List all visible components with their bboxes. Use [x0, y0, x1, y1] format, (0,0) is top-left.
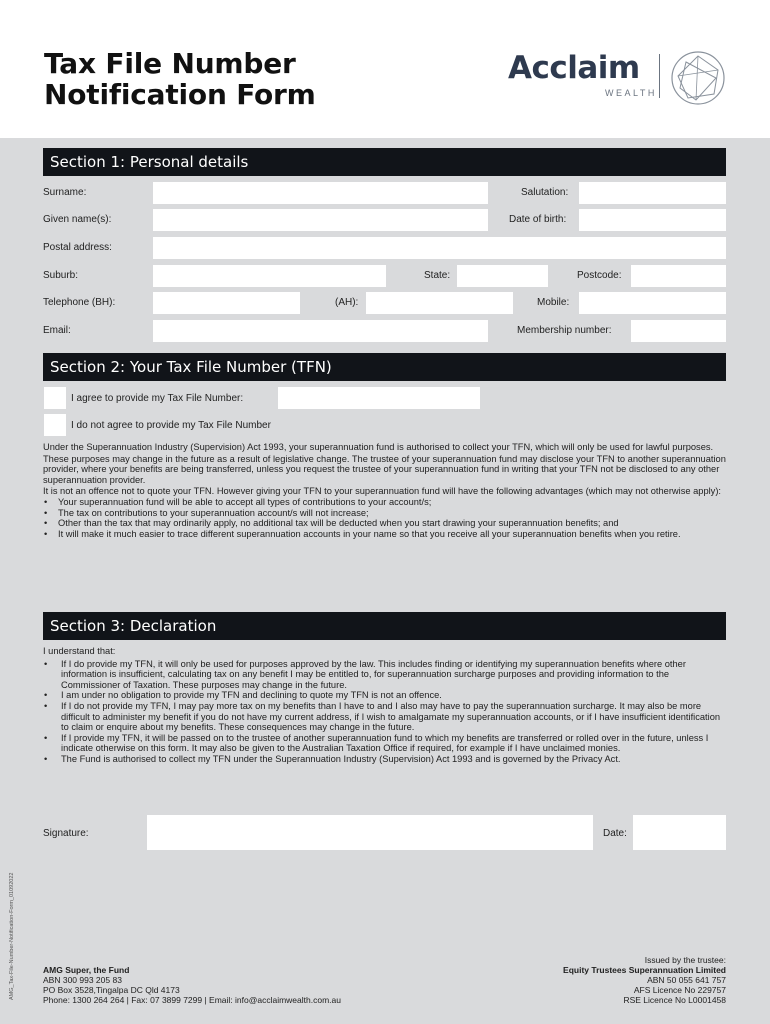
footer-trustee-details	[563, 955, 726, 1005]
agree-tfn-label: I agree to provide my Tax File Number:	[71, 393, 244, 404]
telephone-bh-field[interactable]	[153, 292, 300, 314]
surname-label: Surname:	[43, 187, 87, 198]
logo-subtext: WEALTH	[605, 88, 657, 98]
telephone-bh-label: Telephone (BH):	[43, 297, 116, 308]
postcode-field[interactable]	[631, 265, 726, 287]
declaration-intro: I understand that:	[43, 646, 116, 656]
fund-name: AMG Super, the Fund	[43, 965, 130, 975]
mobile-field[interactable]	[579, 292, 726, 314]
tfn-paragraph-1: Under the Superannuation Industry (Supervision) Act 1993, your superannuation fund is authorised to collect your TFN, which will only be used for lawful purposes.	[43, 442, 714, 452]
section-2-heading: Section 2: Your Tax File Number (TFN)	[43, 353, 726, 381]
given-names-label: Given name(s):	[43, 214, 112, 225]
trustee-abn: ABN 50 055 641 757	[647, 975, 726, 985]
postal-address-label: Postal address:	[43, 242, 112, 253]
suburb-label: Suburb:	[43, 270, 79, 281]
date-field[interactable]	[633, 815, 726, 850]
section-2-text	[43, 442, 728, 539]
trustee-issued-by: Issued by the trustee:	[644, 955, 726, 965]
declaration-item: • The Fund is authorised to collect my TFN under the Superannuation Industry (Supervision) Act 1993 and is governed by the Privacy Act.	[43, 754, 728, 765]
given-names-field[interactable]	[153, 209, 488, 231]
telephone-ah-field[interactable]	[366, 292, 513, 314]
membership-number-field[interactable]	[631, 320, 726, 342]
agree-tfn-checkbox[interactable]	[44, 387, 66, 409]
dob-label: Date of birth:	[509, 214, 567, 225]
title-line-2: Notification Form	[44, 78, 316, 111]
disagree-tfn-label: I do not agree to provide my Tax File Number	[71, 420, 271, 431]
state-field[interactable]	[457, 265, 548, 287]
advantage-item: • It will make it much easier to trace different superannuation accounts in your name so that you receive all your superannuation benefits when you retire.	[43, 529, 728, 540]
trustee-name: Equity Trustees Superannuation Limited	[563, 965, 726, 975]
salutation-label: Salutation:	[521, 187, 569, 198]
date-label: Date:	[603, 828, 627, 839]
title-line-1: Tax File Number	[44, 47, 296, 80]
postcode-label: Postcode:	[577, 270, 622, 281]
logo-divider	[659, 54, 660, 98]
email-label: Email:	[43, 325, 71, 336]
signature-label: Signature:	[43, 828, 89, 839]
salutation-field[interactable]	[579, 182, 726, 204]
telephone-ah-label: (AH):	[335, 297, 359, 308]
declaration-item: • If I do not provide my TFN, I may pay more tax on my benefits than I have to and I also may have to pay the superannuation surcharge. It may also be more difficult to administer my benefit if you do not have my current address, if I wish to amalgamate my superannuation accounts, or if I have insufficient identification to claim or enquire about my benefits. These consequences may change in the future.	[43, 701, 728, 733]
trustee-rse: RSE Licence No L0001458	[623, 995, 726, 1005]
acclaim-logo	[508, 50, 733, 106]
fund-po-box: PO Box 3528,Tingalpa DC Qld 4173	[43, 985, 180, 995]
dob-field[interactable]	[579, 209, 726, 231]
logo-globe-icon	[668, 48, 728, 108]
page-header	[0, 0, 770, 138]
form-reference-code: AMG_Tax-File-Number-Notification-Form_01092022	[9, 872, 15, 1000]
tfn-paragraph-2: These purposes may change in the future as a result of legislative change. The trustee of your superannuation fund may disclose your TFN to another superannuation provider, where your benefits are being transferred, unless you request the trustee of your superannuation fund in writing that your TFN not be disclosed to any other superannuation provider.	[43, 453, 726, 485]
tfn-paragraph-3: It is not an offence not to quote your TFN. However giving your TFN to your superannuation fund will have the following advantages (which may not otherwise apply):	[43, 486, 722, 497]
footer-fund-details	[43, 965, 341, 1005]
section-3-text	[43, 646, 728, 765]
postal-address-field[interactable]	[153, 237, 726, 259]
state-label: State:	[424, 270, 451, 281]
signature-field[interactable]	[147, 815, 593, 850]
advantage-item: • Other than the tax that may ordinarily apply, no additional tax will be deducted when you start drawing your superannuation benefits; and	[43, 518, 728, 529]
declaration-item: • If I do provide my TFN, it will only be used for purposes approved by the law. This includes finding or identifying my superannuation benefits where other information is insufficient, calculating tax on any benefit I may be entitled to, for superannuation surcharge purposes and providing information to the Commissioner of Taxation. These purposes may change in the future.	[43, 659, 728, 691]
fund-abn: ABN 300 993 205 83	[43, 975, 122, 985]
tfn-field[interactable]	[278, 387, 480, 409]
fund-contact: Phone: 1300 264 264 | Fax: 07 3899 7299 | Email: info@acclaimwealth.com.au	[43, 995, 341, 1005]
surname-field[interactable]	[153, 182, 488, 204]
membership-number-label: Membership number:	[517, 325, 612, 336]
declaration-item: • If I provide my TFN, it will be passed on to the trustee of another superannuation fund to which my benefits are transferred or rolled over in the future, unless I indicate otherwise on this form. It may also be given to the Australian Taxation Office if required, for example if I have unclaimed monies.	[43, 733, 728, 754]
trustee-afs: AFS Licence No 229757	[633, 985, 726, 995]
suburb-field[interactable]	[153, 265, 386, 287]
section-1-heading: Section 1: Personal details	[43, 148, 726, 176]
disagree-tfn-checkbox[interactable]	[44, 414, 66, 436]
form-title	[44, 48, 316, 110]
email-field[interactable]	[153, 320, 488, 342]
declaration-item: • I am under no obligation to provide my TFN and declining to quote my TFN is not an offence.	[43, 690, 728, 701]
advantage-item: • The tax on contributions to your superannuation account/s will not increase;	[43, 508, 728, 519]
mobile-label: Mobile:	[537, 297, 570, 308]
logo-wordmark: Acclaim	[508, 50, 640, 86]
section-3-heading: Section 3: Declaration	[43, 612, 726, 640]
advantage-item: • Your superannuation fund will be able to accept all types of contributions to your account/s;	[43, 497, 728, 508]
